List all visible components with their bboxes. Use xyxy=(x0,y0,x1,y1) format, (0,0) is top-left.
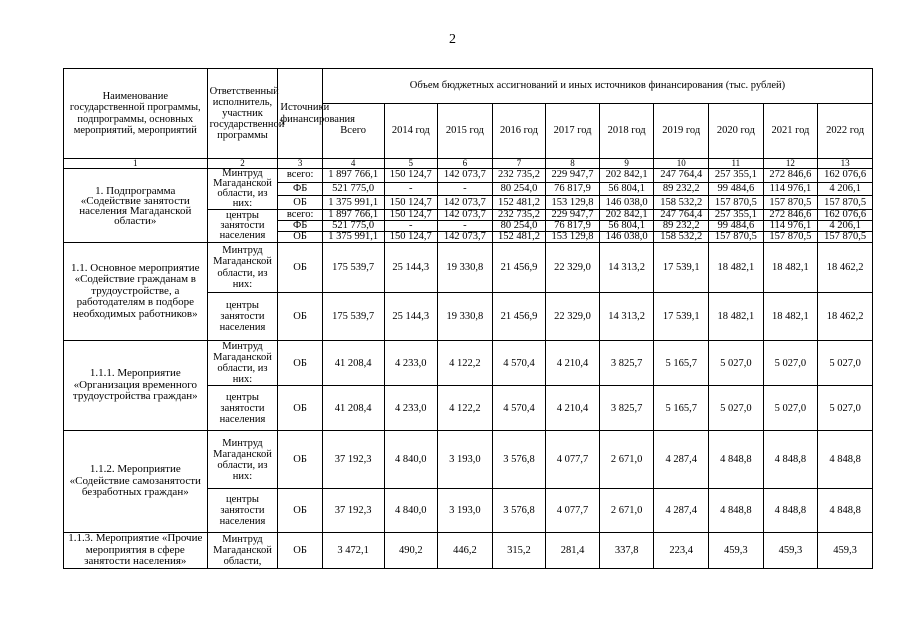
column-number: 7 xyxy=(492,159,546,169)
amount-cell: 3 193,0 xyxy=(438,431,493,489)
amount-cell: 1 375 991,1 xyxy=(322,232,384,243)
funding-source: ОБ xyxy=(278,431,322,489)
amount-cell: 150 124,7 xyxy=(384,232,438,243)
amount-cell: 247 764,4 xyxy=(654,210,709,221)
amount-cell: - xyxy=(438,182,493,196)
header-year: 2019 год xyxy=(654,104,709,159)
amount-cell: 315,2 xyxy=(492,533,546,569)
amount-cell: 153 129,8 xyxy=(546,196,600,210)
amount-cell: 446,2 xyxy=(438,533,493,569)
amount-cell: 4 210,4 xyxy=(546,341,600,386)
amount-cell: 4 848,8 xyxy=(709,431,764,489)
amount-cell: 5 027,0 xyxy=(818,386,873,431)
column-number: 1 xyxy=(64,159,208,169)
amount-cell: 4 848,8 xyxy=(818,489,873,533)
amount-cell: 158 532,2 xyxy=(654,196,709,210)
amount-cell: 4 287,4 xyxy=(654,431,709,489)
amount-cell: 4 077,7 xyxy=(546,489,600,533)
amount-cell: 4 570,4 xyxy=(492,386,546,431)
responsible-executor: Минтруд Магаданской области, из них: xyxy=(207,243,278,293)
amount-cell: 80 254,0 xyxy=(492,182,546,196)
table-row xyxy=(64,431,873,489)
amount-cell: 18 482,1 xyxy=(763,293,818,341)
header-year: Всего xyxy=(322,104,384,159)
amount-cell: 459,3 xyxy=(818,533,873,569)
amount-cell: 157 870,5 xyxy=(709,196,764,210)
amount-cell: 150 124,7 xyxy=(384,169,438,183)
amount-cell: 142 073,7 xyxy=(438,210,493,221)
funding-source: ФБ xyxy=(278,221,322,232)
amount-cell: 41 208,4 xyxy=(322,386,384,431)
amount-cell: 157 870,5 xyxy=(763,232,818,243)
amount-cell: 3 193,0 xyxy=(438,489,493,533)
table-body xyxy=(64,169,873,569)
amount-cell: 5 027,0 xyxy=(709,386,764,431)
header-year: 2017 год xyxy=(546,104,600,159)
amount-cell: 4 570,4 xyxy=(492,341,546,386)
amount-cell: 4 848,8 xyxy=(763,431,818,489)
program-name: 1.1. Основное мероприятие «Содействие гражданам в трудоустройстве, а работодателям в подборе необходимых работников» xyxy=(64,243,208,341)
responsible-executor: центры занятости населения xyxy=(207,489,278,533)
column-number: 2 xyxy=(207,159,278,169)
amount-cell: 232 735,2 xyxy=(492,210,546,221)
amount-cell: 223,4 xyxy=(654,533,709,569)
amount-cell: 22 329,0 xyxy=(546,293,600,341)
column-number: 11 xyxy=(709,159,764,169)
amount-cell: 459,3 xyxy=(763,533,818,569)
amount-cell: 114 976,1 xyxy=(763,221,818,232)
amount-cell: 153 129,8 xyxy=(546,232,600,243)
amount-cell: 18 482,1 xyxy=(763,243,818,293)
amount-cell: 3 576,8 xyxy=(492,431,546,489)
amount-cell: 18 462,2 xyxy=(818,243,873,293)
amount-cell: - xyxy=(384,221,438,232)
header-year: 2021 год xyxy=(763,104,818,159)
amount-cell: 157 870,5 xyxy=(818,196,873,210)
amount-cell: 4 122,2 xyxy=(438,386,493,431)
amount-cell: 37 192,3 xyxy=(322,431,384,489)
funding-source: всего: xyxy=(278,169,322,183)
amount-cell: 175 539,7 xyxy=(322,243,384,293)
amount-cell: 202 842,1 xyxy=(599,210,654,221)
amount-cell: 80 254,0 xyxy=(492,221,546,232)
amount-cell: 4 233,0 xyxy=(384,386,438,431)
amount-cell: 4 848,8 xyxy=(709,489,764,533)
responsible-executor: центры занятости населения xyxy=(207,210,278,243)
amount-cell: 142 073,7 xyxy=(438,232,493,243)
amount-cell: 4 848,8 xyxy=(763,489,818,533)
amount-cell: 3 472,1 xyxy=(322,533,384,569)
amount-cell: 3 825,7 xyxy=(599,341,654,386)
program-name: 1.1.1. Мероприятие «Организация временного трудоустройства граждан» xyxy=(64,341,208,431)
amount-cell: 4 206,1 xyxy=(818,221,873,232)
amount-cell: - xyxy=(438,221,493,232)
amount-cell: - xyxy=(384,182,438,196)
amount-cell: 5 027,0 xyxy=(709,341,764,386)
column-number-row xyxy=(64,159,873,169)
amount-cell: 3 576,8 xyxy=(492,489,546,533)
amount-cell: 162 076,6 xyxy=(818,169,873,183)
amount-cell: 4 210,4 xyxy=(546,386,600,431)
header-year: 2014 год xyxy=(384,104,438,159)
funding-source: ОБ xyxy=(278,341,322,386)
header-year: 2016 год xyxy=(492,104,546,159)
amount-cell: 14 313,2 xyxy=(599,293,654,341)
amount-cell: 142 073,7 xyxy=(438,196,493,210)
amount-cell: 202 842,1 xyxy=(599,169,654,183)
amount-cell: 142 073,7 xyxy=(438,169,493,183)
amount-cell: 229 947,7 xyxy=(546,210,600,221)
funding-source: всего: xyxy=(278,210,322,221)
responsible-executor: центры занятости населения xyxy=(207,386,278,431)
header-name: Наименование государственной программы, подпрограммы, основных мероприятий, мероприятий xyxy=(64,69,208,159)
amount-cell: 18 462,2 xyxy=(818,293,873,341)
amount-cell: 17 539,1 xyxy=(654,243,709,293)
amount-cell: 337,8 xyxy=(599,533,654,569)
amount-cell: 5 165,7 xyxy=(654,341,709,386)
amount-cell: 157 870,5 xyxy=(818,232,873,243)
header-year: 2015 год xyxy=(438,104,493,159)
table-row xyxy=(64,169,873,183)
header-responsible: Ответственный исполнитель, участник государственной программы xyxy=(207,69,278,159)
amount-cell: 4 233,0 xyxy=(384,341,438,386)
responsible-executor: Минтруд Магаданской области, из них: xyxy=(207,169,278,210)
amount-cell: 175 539,7 xyxy=(322,293,384,341)
funding-source: ФБ xyxy=(278,182,322,196)
amount-cell: 5 027,0 xyxy=(763,341,818,386)
amount-cell: 150 124,7 xyxy=(384,196,438,210)
amount-cell: 114 976,1 xyxy=(763,182,818,196)
responsible-executor: центры занятости населения xyxy=(207,293,278,341)
funding-source: ОБ xyxy=(278,489,322,533)
amount-cell: 21 456,9 xyxy=(492,293,546,341)
amount-cell: 89 232,2 xyxy=(654,182,709,196)
funding-source: ОБ xyxy=(278,243,322,293)
program-name: 1. Подпрограмма «Содействие занятости населения Магаданской области» xyxy=(64,169,208,243)
amount-cell: 162 076,6 xyxy=(818,210,873,221)
header-source: Источники финансирования xyxy=(278,69,322,159)
amount-cell: 232 735,2 xyxy=(492,169,546,183)
amount-cell: 99 484,6 xyxy=(709,221,764,232)
amount-cell: 2 671,0 xyxy=(599,431,654,489)
amount-cell: 37 192,3 xyxy=(322,489,384,533)
funding-source: ОБ xyxy=(278,293,322,341)
amount-cell: 14 313,2 xyxy=(599,243,654,293)
header-year: 2020 год xyxy=(709,104,764,159)
amount-cell: 150 124,7 xyxy=(384,210,438,221)
amount-cell: 99 484,6 xyxy=(709,182,764,196)
amount-cell: 5 165,7 xyxy=(654,386,709,431)
column-number: 5 xyxy=(384,159,438,169)
page-number: 2 xyxy=(449,32,456,47)
amount-cell: 247 764,4 xyxy=(654,169,709,183)
column-number: 13 xyxy=(818,159,873,169)
column-number: 3 xyxy=(278,159,322,169)
amount-cell: 89 232,2 xyxy=(654,221,709,232)
amount-cell: 1 897 766,1 xyxy=(322,169,384,183)
amount-cell: 4 206,1 xyxy=(818,182,873,196)
amount-cell: 56 804,1 xyxy=(599,221,654,232)
amount-cell: 17 539,1 xyxy=(654,293,709,341)
amount-cell: 18 482,1 xyxy=(709,243,764,293)
amount-cell: 521 775,0 xyxy=(322,221,384,232)
table-row xyxy=(64,341,873,386)
amount-cell: 2 671,0 xyxy=(599,489,654,533)
amount-cell: 521 775,0 xyxy=(322,182,384,196)
amount-cell: 76 817,9 xyxy=(546,221,600,232)
funding-source: ОБ xyxy=(278,533,322,569)
amount-cell: 152 481,2 xyxy=(492,196,546,210)
column-number: 6 xyxy=(438,159,493,169)
column-number: 12 xyxy=(763,159,818,169)
funding-source: ОБ xyxy=(278,386,322,431)
responsible-executor: Минтруд Магаданской области, из них: xyxy=(207,341,278,386)
amount-cell: 25 144,3 xyxy=(384,293,438,341)
column-number: 8 xyxy=(546,159,600,169)
header-year: 2018 год xyxy=(599,104,654,159)
amount-cell: 257 355,1 xyxy=(709,169,764,183)
amount-cell: 4 077,7 xyxy=(546,431,600,489)
amount-cell: 272 846,6 xyxy=(763,210,818,221)
amount-cell: 4 848,8 xyxy=(818,431,873,489)
amount-cell: 4 840,0 xyxy=(384,489,438,533)
amount-cell: 5 027,0 xyxy=(818,341,873,386)
amount-cell: 41 208,4 xyxy=(322,341,384,386)
amount-cell: 4 122,2 xyxy=(438,341,493,386)
amount-cell: 281,4 xyxy=(546,533,600,569)
amount-cell: 76 817,9 xyxy=(546,182,600,196)
amount-cell: 229 947,7 xyxy=(546,169,600,183)
column-number: 4 xyxy=(322,159,384,169)
program-name: 1.1.2. Мероприятие «Содействие самозанятости безработных граждан» xyxy=(64,431,208,533)
amount-cell: 19 330,8 xyxy=(438,293,493,341)
amount-cell: 459,3 xyxy=(709,533,764,569)
amount-cell: 56 804,1 xyxy=(599,182,654,196)
amount-cell: 146 038,0 xyxy=(599,196,654,210)
amount-cell: 25 144,3 xyxy=(384,243,438,293)
amount-cell: 152 481,2 xyxy=(492,232,546,243)
amount-cell: 146 038,0 xyxy=(599,232,654,243)
amount-cell: 19 330,8 xyxy=(438,243,493,293)
amount-cell: 1 375 991,1 xyxy=(322,196,384,210)
amount-cell: 5 027,0 xyxy=(763,386,818,431)
column-number: 10 xyxy=(654,159,709,169)
amount-cell: 272 846,6 xyxy=(763,169,818,183)
funding-source: ОБ xyxy=(278,196,322,210)
responsible-executor: Минтруд Магаданской области, xyxy=(207,533,278,569)
funding-source: ОБ xyxy=(278,232,322,243)
amount-cell: 257 355,1 xyxy=(709,210,764,221)
column-number: 9 xyxy=(599,159,654,169)
amount-cell: 157 870,5 xyxy=(763,196,818,210)
amount-cell: 4 840,0 xyxy=(384,431,438,489)
table-row xyxy=(64,533,873,569)
header-year: 2022 год xyxy=(818,104,873,159)
amount-cell: 158 532,2 xyxy=(654,232,709,243)
amount-cell: 3 825,7 xyxy=(599,386,654,431)
amount-cell: 157 870,5 xyxy=(709,232,764,243)
program-name: 1.1.3. Мероприятие «Прочие мероприятия в сфере занятости населения» xyxy=(64,533,208,569)
responsible-executor: Минтруд Магаданской области, из них: xyxy=(207,431,278,489)
amount-cell: 18 482,1 xyxy=(709,293,764,341)
amount-cell: 22 329,0 xyxy=(546,243,600,293)
amount-cell: 1 897 766,1 xyxy=(322,210,384,221)
header-volume: Объем бюджетных ассигнований и иных источников финансирования (тыс. рублей) xyxy=(322,69,872,104)
amount-cell: 21 456,9 xyxy=(492,243,546,293)
amount-cell: 490,2 xyxy=(384,533,438,569)
amount-cell: 4 287,4 xyxy=(654,489,709,533)
table-row xyxy=(64,243,873,293)
budget-table xyxy=(63,68,873,569)
